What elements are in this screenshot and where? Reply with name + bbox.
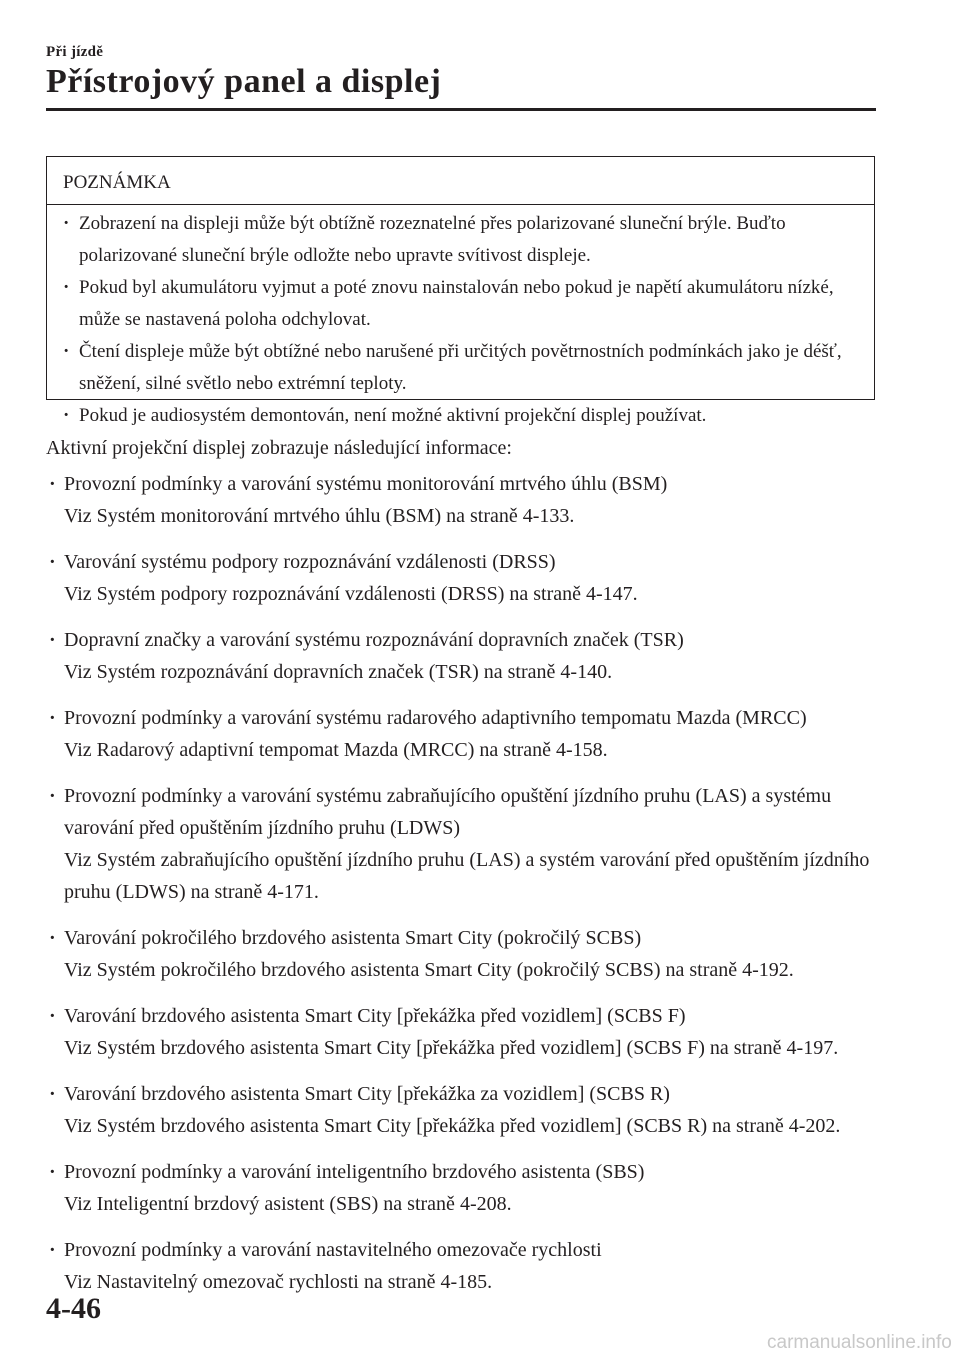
info-item-ref[interactable]: Viz Systém rozpoznávání dopravních značek (TSR) na straně 4-140. <box>64 661 613 683</box>
title-rule <box>46 108 876 111</box>
intro-text: Aktivní projekční displej zobrazuje následující informace: <box>46 437 512 459</box>
info-item-ref[interactable]: Viz Systém brzdového asistenta Smart City [překážka před vozidlem] (SCBS F) na straně 4-197. <box>64 1037 839 1059</box>
note-box <box>46 156 875 426</box>
info-item-text: Varování brzdového asistenta Smart City [překážka za vozidlem] (SCBS R) <box>64 1083 670 1105</box>
info-item <box>46 1078 876 1142</box>
note-heading: POZNÁMKA <box>47 157 874 205</box>
note-item: · Zobrazení na displeji může být obtížně rozeznatelné přes polarizované sluneční brýle. Buďto polarizované sluneční brýle odložte nebo upravte svítivost displeje. <box>61 208 866 272</box>
info-item <box>46 468 876 532</box>
note-item: · Pokud je audiosystém demontován, není možné aktivní projekční displej používat. <box>61 400 866 432</box>
note-item: · Čtení displeje může být obtížné nebo narušené při určitých povětrnostních podmínkách jako je déšť, sněžení, silné světlo nebo extrémní teploty. <box>61 336 866 400</box>
info-item <box>46 546 876 610</box>
info-item-text: Varování pokročilého brzdového asistenta Smart City (pokročilý SCBS) <box>64 927 642 949</box>
info-item-ref[interactable]: Viz Nastavitelný omezovač rychlosti na straně 4-185. <box>64 1271 493 1293</box>
info-item-text: Varování brzdového asistenta Smart City [překážka před vozidlem] (SCBS F) <box>64 1005 686 1027</box>
info-item-ref[interactable]: Viz Inteligentní brzdový asistent (SBS) na straně 4-208. <box>64 1193 512 1215</box>
info-item-ref[interactable]: Viz Radarový adaptivní tempomat Mazda (MRCC) na straně 4-158. <box>64 739 608 761</box>
info-item-text: Provozní podmínky a varování systému monitorování mrtvého úhlu (BSM) <box>64 473 668 495</box>
info-item-ref[interactable]: Viz Systém pokročilého brzdového asistenta Smart City (pokročilý SCBS) na straně 4-192. <box>64 959 794 981</box>
info-item-text: Provozní podmínky a varování systému zabraňujícího opuštění jízdního pruhu (LAS) a systému varování před opuštěním jízdního pruhu (LDWS) <box>64 785 832 839</box>
note-list <box>47 205 874 432</box>
info-item-text: Provozní podmínky a varování nastavitelného omezovače rychlosti <box>64 1239 602 1261</box>
info-item-ref[interactable]: Viz Systém brzdového asistenta Smart City [překážka před vozidlem] (SCBS R) na straně 4-202. <box>64 1115 841 1137</box>
info-item <box>46 922 876 986</box>
info-item-ref[interactable]: Viz Systém monitorování mrtvého úhlu (BSM) na straně 4-133. <box>64 505 575 527</box>
info-item <box>46 624 876 688</box>
watermark: carmanualsonline.info <box>767 1332 952 1353</box>
page-title: Přístrojový panel a displej <box>46 63 442 100</box>
info-list <box>46 468 876 1312</box>
info-item-text: Dopravní značky a varování systému rozpoznávání dopravních značek (TSR) <box>64 629 684 651</box>
note-item: · Pokud byl akumulátoru vyjmut a poté znovu nainstalován nebo pokud je napětí akumulátoru nízké, může se nastavená poloha odchylovat. <box>61 272 866 336</box>
info-item-ref[interactable]: Viz Systém zabraňujícího opuštění jízdního pruhu (LAS) a systém varování před opuštěním jízdního pruhu (LDWS) na straně 4-171. <box>64 849 870 903</box>
page-number: 4-46 <box>46 1292 101 1325</box>
info-item <box>46 1156 876 1220</box>
info-item <box>46 1234 876 1298</box>
info-item-text: Provozní podmínky a varování systému radarového adaptivního tempomatu Mazda (MRCC) <box>64 707 807 729</box>
info-item <box>46 1000 876 1064</box>
section-label: Při jízdě <box>46 44 104 60</box>
info-item-ref[interactable]: Viz Systém podpory rozpoznávání vzdálenosti (DRSS) na straně 4-147. <box>64 583 638 605</box>
info-item-text: Varování systému podpory rozpoznávání vzdálenosti (DRSS) <box>64 551 556 573</box>
info-item <box>46 702 876 766</box>
info-item <box>46 780 876 908</box>
info-item-text: Provozní podmínky a varování inteligentního brzdového asistenta (SBS) <box>64 1161 645 1183</box>
